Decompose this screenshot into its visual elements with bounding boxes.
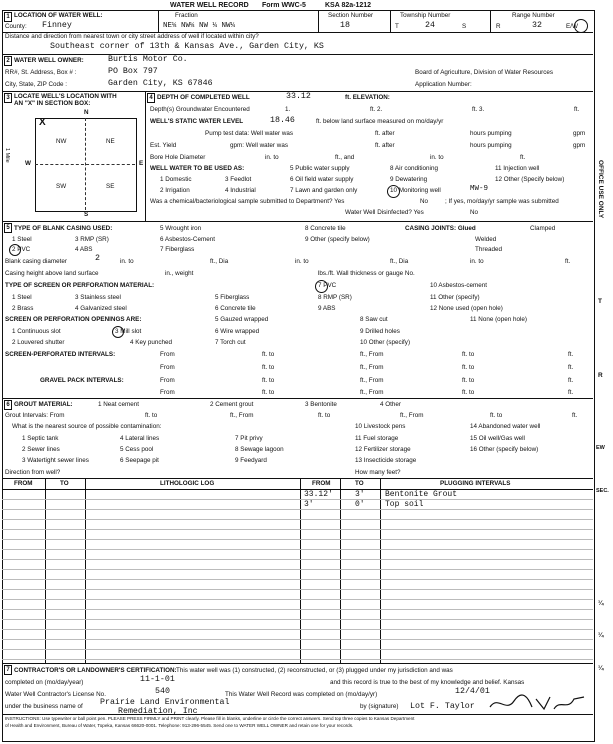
log-rule-line xyxy=(2,559,593,560)
how-many-feet-label: How many feet? xyxy=(355,469,401,476)
compass-n: N xyxy=(84,109,89,116)
log-rule-line xyxy=(2,589,593,590)
log-rule-line xyxy=(2,509,593,510)
application-number-label: Application Number: xyxy=(415,81,472,88)
log-rule-line xyxy=(2,579,593,580)
section-location-box xyxy=(35,118,137,212)
license-label: Water Well Contractor's License No. xyxy=(5,691,106,698)
casing-height-label: Casing height above land surface xyxy=(5,270,99,277)
use-label: WELL WATER TO BE USED AS: xyxy=(150,165,245,172)
board-label: Board of Agriculture, Division of Water Resources xyxy=(415,69,554,76)
office-ew: EW xyxy=(596,445,605,451)
address-value: PO Box 797 xyxy=(108,67,158,76)
township-t: T xyxy=(395,23,399,30)
ksa-reference: KSA 82a-1212 xyxy=(325,2,372,9)
quadrant-se: SE xyxy=(106,183,115,190)
locate-title-2: AN "X" IN SECTION BOX: xyxy=(14,100,91,107)
section-7-number: 7 xyxy=(4,665,12,675)
township-value: 24 xyxy=(425,21,435,30)
owner-value: Burtis Motor Co. xyxy=(108,55,188,64)
plugging-intervals-header: PLUGGING INTERVALS xyxy=(440,480,511,487)
office-r: R xyxy=(598,372,603,379)
distance-label: Distance and direction from nearest town or city street address of well if located within city? xyxy=(5,33,259,40)
township-label: Township Number xyxy=(400,12,451,19)
casing-rmp: 3 RMP (SR) xyxy=(75,236,109,243)
casing-steel: 1 Steel xyxy=(12,236,32,243)
plug-2-from: 3' xyxy=(304,500,314,509)
distance-value: Southeast corner of 13th & Kansas Ave., Garden City, KS xyxy=(50,42,324,51)
blank-diameter-value: 2 xyxy=(95,254,100,263)
use-public: 5 Public water supply xyxy=(290,165,350,172)
fraction-label: Fraction xyxy=(175,12,198,19)
location-x-mark: X xyxy=(39,117,46,128)
use-other: 12 Other (Specify below) xyxy=(495,176,565,183)
log-rule-line xyxy=(2,519,593,520)
address-label: RR#, St. Address, Box # : xyxy=(5,69,77,76)
business-label: under the business name of xyxy=(5,703,83,710)
section-2-number: 2 xyxy=(4,56,12,66)
yield-label: Est. Yield xyxy=(150,142,177,149)
casing-joints-label: CASING JOINTS: Glued xyxy=(405,225,476,232)
use-dewatering: 9 Dewatering xyxy=(390,176,428,183)
casing-label: TYPE OF BLANK CASING USED: xyxy=(14,225,113,232)
use-industrial: 4 Industrial xyxy=(225,187,256,194)
casing-pvc: 2 PVC xyxy=(12,246,31,253)
depth-value: 33.12 xyxy=(286,92,311,101)
casing-concrete: 8 Concrete tile xyxy=(305,225,346,232)
range-r: R xyxy=(496,23,501,30)
location-label: LOCATION OF WATER WELL: xyxy=(14,12,103,19)
instructions-line-1: INSTRUCTIONS: Use typewriter or ball point pen. PLEASE PRESS FIRMLY and PRINT clearly. Please fill in blanks, underline or circle the correct answers. Send top three copies to Kansas Department xyxy=(5,716,415,721)
screen-pvc-circle xyxy=(315,280,328,293)
bore-label: Bore Hole Diameter xyxy=(150,154,206,161)
chem-sample-label: Was a chemical/bacteriological sample submitted to Department? Yes xyxy=(150,198,345,205)
completed-value: 11-1-01 xyxy=(140,675,175,684)
quadrant-nw: NW xyxy=(56,138,67,145)
locate-title-1: LOCATE WELL'S LOCATION WITH xyxy=(14,93,117,100)
pump-test-label: Pump test data: Well water was xyxy=(205,130,294,137)
grout-intervals-label: Grout Intervals: From xyxy=(5,412,65,419)
office-quarter-1: ¼ xyxy=(598,600,604,607)
log-rule-line xyxy=(2,659,593,660)
license-value: 540 xyxy=(155,687,170,696)
plug-from-header: FROM xyxy=(312,480,331,487)
log-rule-line xyxy=(2,569,593,570)
business-value: Prairie Land Environmental xyxy=(100,698,230,707)
log-rule-line xyxy=(2,539,593,540)
signature-label: by (signature) xyxy=(360,703,399,710)
office-use-label: OFFICE USE ONLY xyxy=(597,160,604,219)
use-domestic: 1 Domestic xyxy=(160,176,192,183)
elevation-label: ft. ELEVATION: xyxy=(345,94,390,101)
record-date-value: 12/4/01 xyxy=(455,687,490,696)
log-rule-line xyxy=(2,649,593,650)
monitoring-circle xyxy=(387,185,400,198)
certification-label: CONTRACTOR'S OR LANDOWNER'S CERTIFICATION: xyxy=(14,667,177,674)
log-rule-line xyxy=(2,639,593,640)
plug-to-header: TO xyxy=(355,480,364,487)
township-s: S xyxy=(462,23,467,30)
range-w-circle xyxy=(574,19,588,33)
business-value-2: Remediation, Inc xyxy=(118,707,198,716)
casing-abs: 4 ABS xyxy=(75,246,93,253)
county-label: County: xyxy=(5,23,27,30)
use-feedlot: 3 Feedlot xyxy=(225,176,252,183)
section-5-number: 5 xyxy=(4,223,12,233)
log-rule-line xyxy=(2,609,593,610)
log-rule-line xyxy=(2,529,593,530)
log-rule-line xyxy=(2,599,593,600)
grout-material-label: GROUT MATERIAL: xyxy=(14,401,73,408)
disinfected-label: Water Well Disinfected? Yes xyxy=(345,209,424,216)
lithologic-log-header: LITHOLOGIC LOG xyxy=(160,480,215,487)
mile-label: 1 Mile xyxy=(4,148,10,163)
depth-label: DEPTH OF COMPLETED WELL xyxy=(157,94,250,101)
water-well-record-form: WATER WELL RECORD Form WWC-5 KSA 82a-1212 1 LOCATION OF WATER WELL: County: Finney Fraction NE¼ NW¼ NW ¼ NW¼ Section Number 18 Township Number T 24 S Range Number R 32 E/W Distance and direction from nearest town or city street address of well if located within city? Southeast corner of 13th & Kansas Ave., Garden City, KS 2 WATER WELL OWNER: Burtis Motor Co. RR#, St. Address, Box # : PO Box 797 Board of Agriculture, Division of Water Resources City, State, ZIP Code : Garden City, KS 67846 Application Number: 3 LOCATE WELL'S LOCATION WITH AN "X" IN SECTION BOX: N X NW NE SW SE W E S 1 Mile 4 DEPTH OF COMPLETED WELL 33.12 ft. ELEVATION: Depth(s) Groundwater Encountered 1. ft. 2. ft. 3. ft. WELL'S STATIC WATER LEVEL 18.46 ft. below land surface measured on mo/day/yr Pump test data: Well water was ft. after hours pumping gpm Est. Yield gpm: Well water was ft. after hours pumping gpm Bore Hole Diameter in. to ft., and in. to ft. WELL WATER TO BE USED AS: 1 Domestic 2 Irrigation 3 Feedlot 4 Industrial 5 Public water supply 6 Oil field water supply 7 Lawn and garden only 8 Air conditioning 9 Dewatering 10 Monitoring well MW-9 11 Injection well 12 Other (Specify below) Was a chemical/bacteriological sample submitted to Department? Yes No ; If yes, mo/day/yr sample was submitted Water Well Disinfected? Yes No 5 TYPE OF BLANK CASING USED: 1 Steel 2 PVC 3 RMP (SR) 4 ABS 5 Wrought iron 6 Asbestos-Cement 7 Fiberglass 8 Concrete tile 9 Other (specify below) CASING JOINTS: Glued Clamped Welded Threaded Blank casing diameter 2 in. to ft., Dia in. to ft., Dia in. to ft. Casing height above land surface in., weight lbs./ft. Wall thickness or gauge No. TYPE OF SCREEN OR PERFORATION MATERIAL: 1 Steel 2 Brass 3 Stainless steel 4 Galvanized steel 5 Fiberglass 6 Concrete tile 7 PVC 8 RMP (SR) 9 ABS 10 Asbestos-cement 11 Other (specify) 12 None used (open hole) SCREEN OR PERFORATION OPENINGS ARE: 1 Continuous slot 2 Louvered shutter 3 Mill slot 4 Key punched 5 Gauzed wrapped 6 Wire wrapped 7 Torch cut 8 Saw cut 9 Drilled holes 10 Other (specify) 11 None (open hole) SCREEN-PERFORATED INTERVALS: From ft. to ft., From ft. to ft. From ft. to ft., From ft. to ft. GRAVEL PACK INTERVALS: From ft. to ft., From ft. to ft. From ft. to ft., From ft. to ft. 6 GROUT MATERIAL: 1 Neat cement 2 Cement grout 3 Bentonite 4 Other Grout Intervals: From ft. to ft., From ft. to ft., From ft. to ft. What is the nearest source of possible contamination: 1 Septic tank 2 Sewer lines 3 Watertight sewer lines 4 Lateral lines 5 Cess pool 6 Seepage pit 7 Pit privy 8 Sewage lagoon 9 Feedyard 10 Livestock pens 11 Fuel storage 12 Fertilizer storage 13 Insecticide storage 14 Abandoned water well 15 Oil well/Gas well 16 Other (specify below) Direction from well? How many feet? FROM TO LITHOLOGIC LOG FROM TO PLUGGING INTERVALS 33.12' 3' Bentonite Grout 3' 0' Top soil 7 CONTRACTOR'S OR LANDOWNER'S CERTIFICATION: This water well was (1) constructed, (2) reconstructed, or (3) plugged under my jurisdiction and was completed on (mo/day/year) 11-1-01 and this record is true to the best of my knowledge and belief. Kansas Water Well Contractor's License No. 540 This Water Well Record was completed on (mo/day/yr) 12/4/01 under the business name of Prairie Land Environmental Remediation, Inc by (signature) Lot F. Taylor INSTRUCTIONS: Use typewriter or ball point pen. PLEASE PRESS FIRMLY and PRINT clearly. Please fill in blanks, underline or circle the correct answers. Send top three copies to Kansas Department of Health and Environment, Bureau of Water, Topeka, Kansas 66620-0001. Telephone: 913-296-5545. Send one to WATER WELL OWNER and retain one for your records. xyxy=(0,0,613,744)
section-3-number: 3 xyxy=(4,93,12,103)
section-4-number: 4 xyxy=(147,93,155,103)
log-from-header: FROM xyxy=(14,480,33,487)
owner-label: WATER WELL OWNER: xyxy=(14,57,84,64)
section-number-label: Section Number xyxy=(328,12,374,19)
section-number-value: 18 xyxy=(340,21,350,30)
office-t: T xyxy=(598,298,602,305)
perforated-intervals-label: SCREEN-PERFORATED INTERVALS: xyxy=(5,351,116,358)
log-to-header: TO xyxy=(60,480,69,487)
static-level-label: WELL'S STATIC WATER LEVEL xyxy=(150,118,244,125)
direction-label: Direction from well? xyxy=(5,469,61,476)
office-sec: SEC. xyxy=(596,488,609,494)
monitoring-id: MW-9 xyxy=(470,185,489,193)
city-label: City, State, ZIP Code : xyxy=(5,81,68,88)
range-label: Range Number xyxy=(512,12,555,19)
mill-slot-circle xyxy=(112,326,124,338)
fraction-value: NE¼ NW¼ NW ¼ NW¼ xyxy=(163,22,236,30)
signature-name: Lot F. Taylor xyxy=(410,702,475,711)
contamination-label: What is the nearest source of possible contamination: xyxy=(12,423,162,430)
log-rule-line xyxy=(2,629,593,630)
range-value: 32 xyxy=(532,21,542,30)
casing-fiberglass: 7 Fiberglass xyxy=(160,246,195,253)
plug-2-to: 0' xyxy=(355,500,365,509)
compass-e: E xyxy=(139,160,144,167)
quadrant-ne: NE xyxy=(106,138,115,145)
completed-label: completed on (mo/day/year) xyxy=(5,679,84,686)
casing-asbestos: 6 Asbestos-Cement xyxy=(160,236,215,243)
compass-s: S xyxy=(84,211,89,218)
plug-1-to: 3' xyxy=(355,490,365,499)
compass-w: W xyxy=(25,160,31,167)
form-title: WATER WELL RECORD xyxy=(170,2,249,9)
blank-diameter-label: Blank casing diameter xyxy=(5,258,67,265)
groundwater-label: Depth(s) Groundwater Encountered xyxy=(150,106,250,113)
plug-1-from: 33.12' xyxy=(304,490,333,499)
section-1-number: 1 xyxy=(4,12,12,22)
opening-mill-slot: 3 Mill slot xyxy=(115,328,142,335)
office-quarter-2: ¼ xyxy=(598,632,604,639)
openings-label: SCREEN OR PERFORATION OPENINGS ARE: xyxy=(5,316,142,323)
screen-pvc: 7 PVC xyxy=(318,282,337,289)
casing-other: 9 Other (specify below) xyxy=(305,236,370,243)
gravel-pack-label: GRAVEL PACK INTERVALS: xyxy=(40,377,124,384)
casing-pvc-circle xyxy=(9,244,21,256)
use-air: 8 Air conditioning xyxy=(390,165,438,172)
quadrant-sw: SW xyxy=(56,183,67,190)
screen-material-label: TYPE OF SCREEN OR PERFORATION MATERIAL: xyxy=(5,282,155,289)
use-oilfield: 6 Oil field water supply xyxy=(290,176,354,183)
use-monitoring: 10 Monitoring well xyxy=(390,187,441,194)
range-ew: E/W xyxy=(566,23,578,30)
instructions-line-2: of Health and Environment, Bureau of Water, Topeka, Kansas 66620-0001. Telephone: 913-296-5545. Send one to WATER WELL OWNER and retain one for your records. xyxy=(5,723,354,728)
section-6-number: 6 xyxy=(4,400,12,410)
log-rule-line xyxy=(2,549,593,550)
log-rule-line xyxy=(2,499,593,500)
use-lawn: 7 Lawn and garden only xyxy=(290,187,358,194)
city-value: Garden City, KS 67846 xyxy=(108,79,213,88)
office-quarter-3: ¼ xyxy=(598,665,604,672)
signature-scribble xyxy=(488,693,588,715)
log-rule-line xyxy=(2,619,593,620)
casing-wrought: 5 Wrought iron xyxy=(160,225,202,232)
use-irrigation: 2 Irrigation xyxy=(160,187,190,194)
county-value: Finney xyxy=(42,21,72,30)
plug-1-desc: Bentonite Grout xyxy=(385,490,458,499)
plug-2-desc: Top soil xyxy=(385,500,424,509)
static-level-value: 18.46 xyxy=(270,116,295,125)
use-injection: 11 Injection well xyxy=(495,165,540,172)
form-number: Form WWC-5 xyxy=(262,2,306,9)
